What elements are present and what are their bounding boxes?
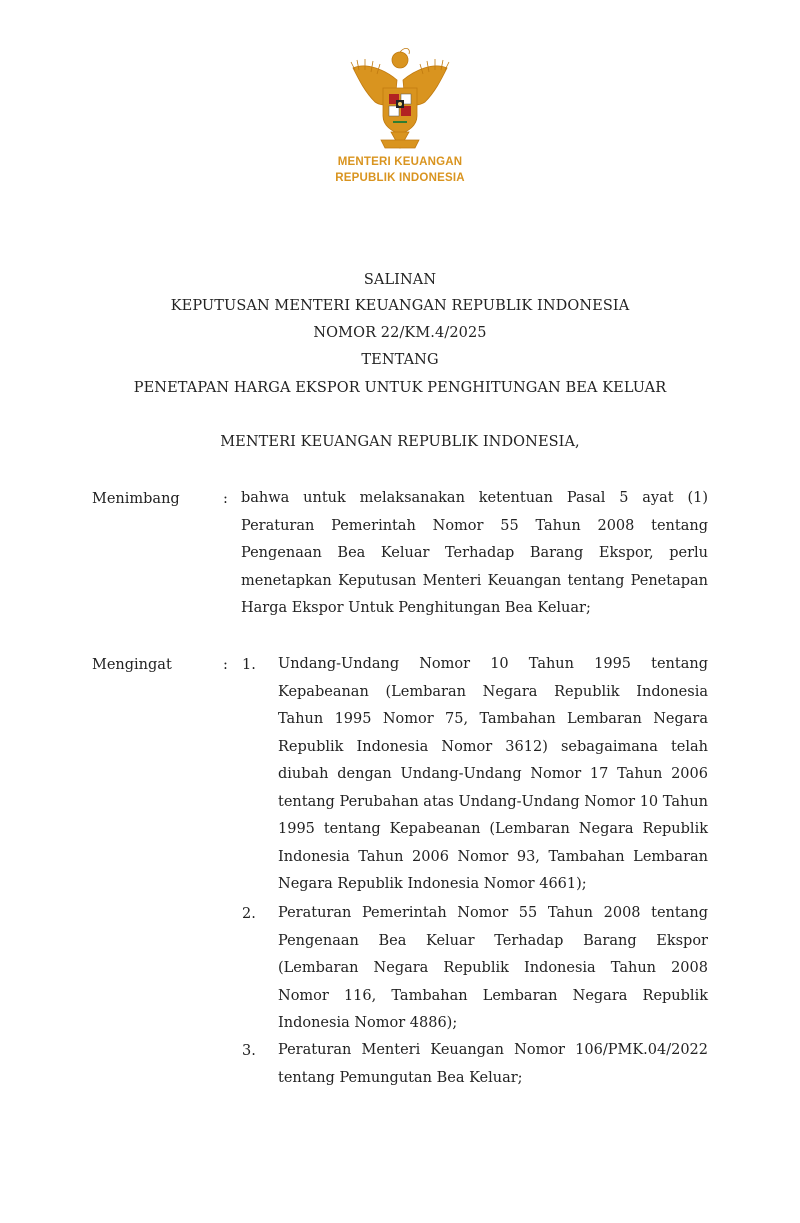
issuer-line: MENTERI KEUANGAN REPUBLIK INDONESIA, <box>220 434 580 450</box>
mengingat-item-text: Peraturan Pemerintah Nomor 55 Tahun 2008 tentang Pengenaan Bea Keluar Terhadap Barang Ekspor (Lembaran Negara Republik Indonesia Tahun 2008 Nomor 116, Tambahan Lembaran Negara Republik Indonesia Nomor 4886); <box>278 905 708 1031</box>
mengingat-item-number: 1. <box>242 657 256 673</box>
ministry-name-line2: REPUBLIK INDONESIA <box>335 172 465 184</box>
mengingat-item-number: 2. <box>242 906 256 922</box>
decree-subject: PENETAPAN HARGA EKSPOR UNTUK PENGHITUNGAN BEA KELUAR <box>133 380 667 396</box>
salinan-label: SALINAN <box>363 272 437 288</box>
mengingat-colon: : <box>223 657 228 673</box>
garuda-emblem-icon <box>345 40 455 160</box>
menimbang-colon: : <box>223 491 228 507</box>
menimbang-text: bahwa untuk melaksanakan ketentuan Pasal 5 ayat (1) Peraturan Pemerintah Nomor 55 Tahun 2008 tentang Pengenaan Bea Keluar Terhadap Barang Ekspor, perlu menetapkan Keputusan Menteri Keuangan tentang Penetapan Harga Ekspor Untuk Penghitungan Bea Keluar; <box>241 490 708 616</box>
mengingat-label: Mengingat <box>92 657 172 673</box>
decree-number: NOMOR 22/KM.4/2025 <box>313 325 487 341</box>
ministry-name-line1: MENTERI KEUANGAN <box>337 156 463 168</box>
menimbang-label: Menimbang <box>92 491 180 507</box>
mengingat-item-text: Undang-Undang Nomor 10 Tahun 1995 tentang Kepabeanan (Lembaran Negara Republik Indonesia Tahun 1995 Nomor 75, Tambahan Lembaran Negara Republik Indonesia Nomor 3612) sebagaimana telah diubah dengan Undang-Undang Nomor 17 Tahun 2006 tentang Perubahan atas Undang-Undang Nomor 10 Tahun 1995 tentang Kepabeanan (Lembaran Negara Republik Indonesia Tahun 2006 Nomor 93, Tambahan Lembaran Negara Republik Indonesia Nomor 4661); <box>278 656 708 892</box>
decree-title: KEPUTUSAN MENTERI KEUANGAN REPUBLIK INDONESIA <box>170 298 630 314</box>
mengingat-item-number: 3. <box>242 1043 256 1059</box>
mengingat-item-text: Peraturan Menteri Keuangan Nomor 106/PMK.04/2022 tentang Pemungutan Bea Keluar; <box>278 1042 708 1086</box>
tentang-label: TENTANG <box>361 352 439 368</box>
